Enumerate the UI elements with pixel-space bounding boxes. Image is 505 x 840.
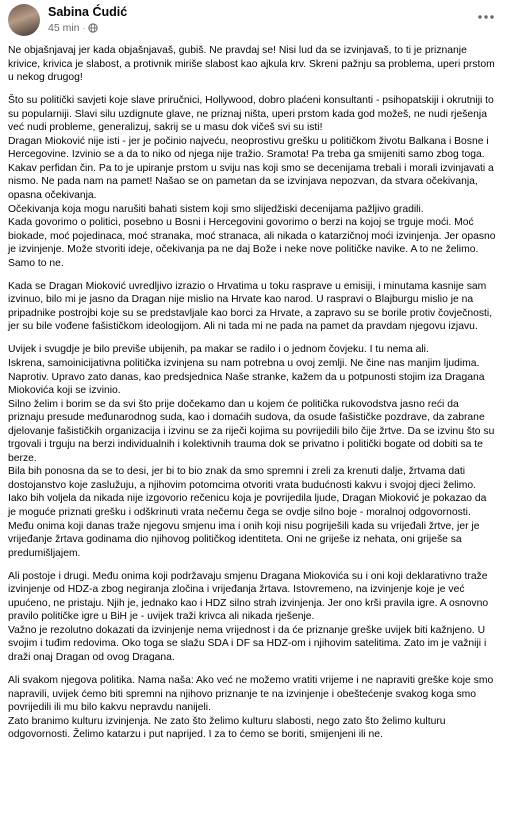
globe-icon[interactable] bbox=[88, 23, 98, 33]
avatar[interactable] bbox=[8, 4, 40, 36]
more-options-icon[interactable] bbox=[475, 10, 497, 24]
post-meta bbox=[48, 22, 98, 34]
meta-separator: · bbox=[82, 23, 86, 33]
post-text bbox=[0, 44, 505, 742]
post-paragraph: Ali postoje i drugi. Među onima koji podržavaju smjenu Dragana Miokovića su i oni koji deklarativno traže izvinjenje od HDZ-a zbog negiranja zločina i vrijeđanja žrtava. Istovremeno, na izvinjenje koje je već upućeno, ne pristaju. Njih je, jednako kao i HDZ silno strah izvinjenja. Jer ono krši pravila igre. A osnovno pravilo političke igre u BiH je - uvijek traži krivca ali nikada rješenje. Važno je rezolutno dokazati da izvinjenje nema vrijednost i da će priznanje greške uvijek biti kažnjeno. U svojim i tuđim redovima. Oko toga se slažu SDA i DF sa HDZ-om i njihovim satelitima. Zato im je važniji i draži onaj Dragan od ovog Dragana. bbox=[8, 570, 489, 663]
author-name[interactable]: Sabina Ćudić bbox=[48, 5, 128, 19]
post-time[interactable]: 45 min bbox=[48, 22, 80, 34]
post-paragraph: Ne objašnjavaj jer kada objašnjavaš, gubiš. Ne pravdaj se! Nisi lud da se izvinjavaš, to ti je priznanje krivice, krivica je slabost, a protivnik miriše slabost kao ajkula krv. Skreni pažnju sa problema, uperi prstom u nekog drugog! bbox=[8, 45, 495, 84]
post-paragraph: Što su politički savjeti koje slave priručnici, Hollywood, dobro plaćeni konsultanti - psihopatskiji i okrutniji to su popularniji. Slavi silu uzdignute glave, ne priznaj ništa, uperi prstom kada god možeš, ne nudi rješenja već nudi probleme, generalizuj, sakrij se u masu dok vičeš svi su isti! Dragan Mioković nije isti - jer je počinio najveću, neoprostivu grešku u političkom životu Balkana i Bosne i Hercegovine. Izvinio se a da to niko od njega nije tražio. Sramota! Pa treba ga smijeniti samo zbog toga. Kakav perfidan čin. Pa to je upiranje prstom u sviju nas koji smo se decenijama trebali i morali izvinjavati a nismo. Ne pada nam na pamet! Našao se on pametan da se izvinjava nepozvan, da stvara očekivanja, opasna očekivanja. Očekivanja koja mogu narušiti bahati sistem koji smo slijedžiski decenijama pažljivo gradili. Kada govorimo o politici, posebno u Bosni i Hercegovini govorimo o berzi na kojoj se trguje moći. Moć biokade, moć pojedinaca, moć stranaka, moć stranaca, ali nikada o katarzičnoj moći izvinjenja. Jer opasno je izvinjenje. Može stvoriti ideje, očekivanja pa ne daj Bože i neke nove političke navike. A to ne želimo. Samo to ne. bbox=[8, 95, 496, 269]
post-paragraph: Kada se Dragan Mioković uvredljivo izrazio o Hrvatima u toku rasprave u emisiji, i minutama kasnije sam izvinuo, bilo mi je jasno da Dragan nije mislio na Hrvate kao narod. U raspravi o Blajburgu mislio je na pripadnike postrojbi koje su se predstavljale kao borci za Hrvate, a zapravo su se borile protiv čovječnosti, jer su bile vođene fašističkom ideologijom. Ali ni tada mi ne pada na pamet da pravdam njegovu izjavu. bbox=[8, 280, 493, 333]
post-paragraph: Uvijek i svugdje je bilo previše ubijenih, pa makar se radilo i o jednom čovjeku. I tu nema ali. Iskrena, samoinicijativna politička izvinjena su nam potrebna u ovoj zemlji. Ne čine nas manjim ljudima. Naprotiv. Upravo zato danas, kao predsjednica Naše stranke, kažem da u potpunosti stojim iza Dragana Miokovića koji se izvinio. Silno želim i borim se da svi što prije dočekamo dan u kojem će politička rukovodstva jasno reći da priznaju presude međunarodnog suda, kao i domaćih sudova, da osude fašističke pozdrave, da zabrane djelovanje fašističkih organizacija i izvinu se za riječi kojima su povrijedili bilo čije žrtve. Da se izvinu što su trgovali i trguju na berzi individualnih i kolektivnih trauma dok se privatno i politički bogate od dobiti sa te berze. Bila bih ponosna da se to desi, jer bi to bio znak da smo spremni i zreli za krenuti dalje, žrtvama dati dostojanstvo koje zaslužuju, a njihovim potomcima otvoriti vrata budućnosti kakvu i svojoj djeci želimo. Iako bih voljela da nikada nije izgovorio rečenicu koja je povrijedila ljude, Dragan Mioković je pokazao da je moguće priznati grešku i odškrinuti vrata nečemu čega se ovdje silno boje - moralnoj odgovornosti. Među onima koji danas traže njegovu smjenu ima i onih koji nisu pogriješili kada su vrijeđali žrtve, jer je vrijeđanje žrtava godinama dio njihovog političkog identiteta. Oni ne griješe iz nehata, oni griješe sa predumišljajem. bbox=[8, 344, 495, 559]
post-header bbox=[0, 0, 505, 44]
post-paragraph: Ali svakom njegova politika. Nama naša: Ako već ne možemo vratiti vrijeme i ne napraviti greške koje smo napravili, uvijek ćemo biti spremni na njihovo priznanje te na izvinjenje i obeštećenje svakog koga smo povrijedili ili mu bilo kakvu nepravdu nanijeli. Zato branimo kulturu izvinjenja. Ne zato što želimo kulturu slabosti, nego zato što želimo kulturu odgovornosti. Želimo katarzu i put naprijed. I za to ćemo se boriti, smijenjeni ili ne. bbox=[8, 675, 494, 741]
